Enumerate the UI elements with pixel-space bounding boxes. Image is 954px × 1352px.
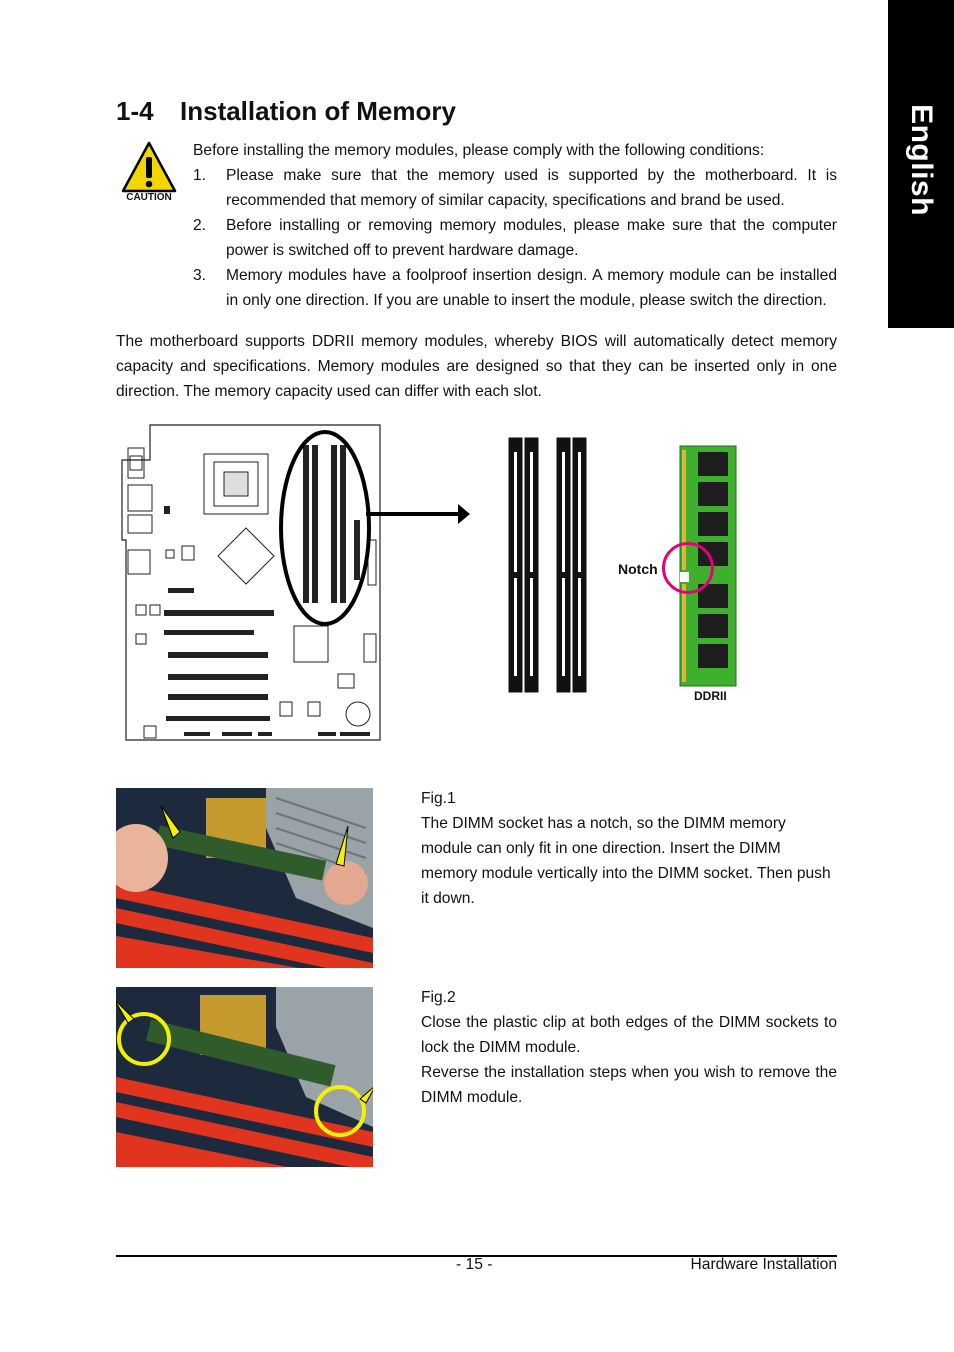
item-text: Memory modules have a foolproof insertion design. A memory module can be installed in only one direction. If you are unable to insert the module, please switch the direction.	[226, 267, 837, 309]
fig2-label: Fig.2	[421, 989, 456, 1006]
notch-label: Notch	[618, 561, 658, 577]
motherboard-diagram	[118, 420, 478, 750]
caution-item-1	[193, 163, 837, 213]
caution-label: CAUTION	[126, 192, 172, 203]
footer-section: Hardware Installation	[690, 1256, 837, 1273]
page-number: - 15 -	[456, 1256, 493, 1273]
ddrii-label: DDRII	[694, 689, 727, 703]
fig1-text: The DIMM socket has a notch, so the DIMM memory module can only fit in one direction. Insert the DIMM memory module vertically into the DIMM socket. Then push it down.	[421, 815, 831, 907]
caution-intro: Before installing the memory modules, please comply with the following conditions:	[193, 142, 765, 159]
fig1-photo	[116, 788, 373, 968]
fig2-photo	[116, 987, 373, 1167]
language-tab	[888, 0, 954, 328]
item-number: 2.	[193, 217, 207, 234]
section-title: Installation of Memory	[180, 96, 456, 126]
section-heading	[116, 96, 456, 127]
fig2-text-1: Close the plastic clip at both edges of the DIMM sockets to lock the DIMM module.	[421, 1014, 837, 1056]
fig1-label: Fig.1	[421, 790, 456, 807]
language-tab-label: English	[905, 104, 938, 216]
item-text: Before installing or removing memory modules, please make sure that the computer power is switched off to prevent hardware damage.	[226, 217, 837, 259]
dimm-slots-closeup	[505, 432, 595, 698]
item-number: 1.	[193, 167, 207, 184]
item-number: 3.	[193, 267, 207, 284]
caution-item-3	[193, 263, 837, 313]
caution-item-2	[193, 213, 837, 263]
section-number: 1-4	[116, 96, 154, 126]
fig2-text-2: Reverse the installation steps when you wish to remove the DIMM module.	[421, 1064, 837, 1106]
item-text: Please make sure that the memory used is supported by the motherboard. It is recommended that memory of similar capacity, specifications and brand be used.	[226, 167, 837, 209]
body-paragraph: The motherboard supports DDRII memory modules, whereby BIOS will automatically detect memory capacity and specifications. Memory modules are designed so that they can be inserted only in one direction. The memory capacity used can differ with each slot.	[116, 333, 837, 400]
notch-highlight-circle	[662, 542, 714, 594]
